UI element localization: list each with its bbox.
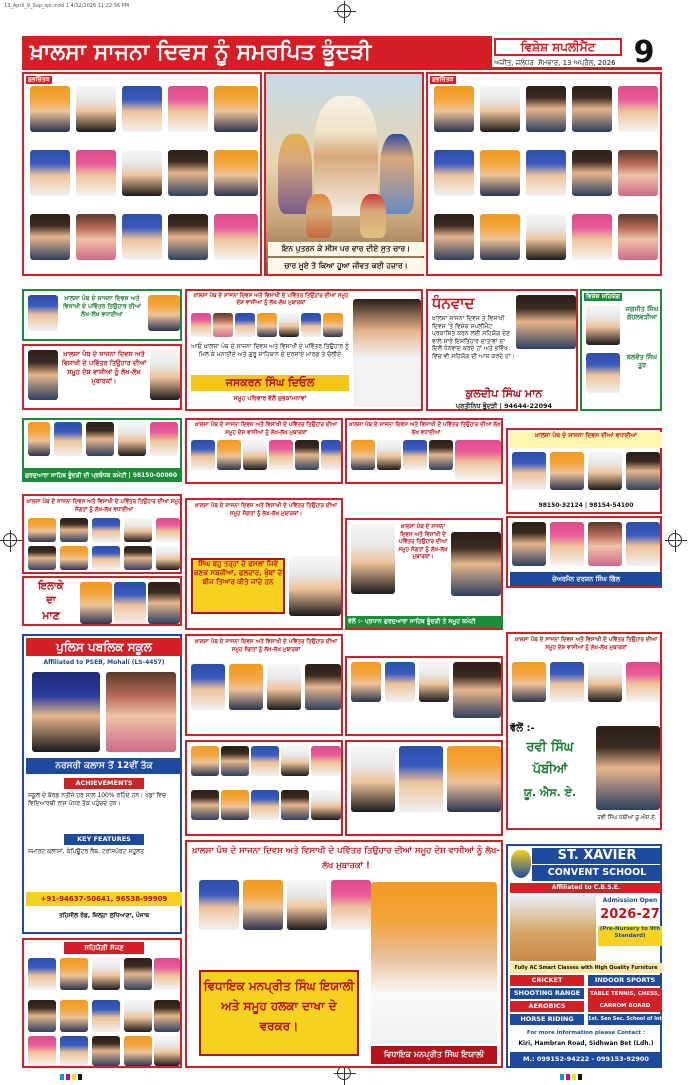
portrait	[311, 746, 341, 776]
row4-right-ad	[506, 516, 662, 588]
portrait	[526, 214, 566, 260]
portrait	[154, 1000, 180, 1032]
portrait	[626, 522, 660, 566]
portrait	[28, 1036, 56, 1066]
portrait	[191, 664, 225, 710]
thanks-phone: ਪ੍ਰਤੀਨਿਧ ਭੂੰਦੜੀ | 94644-22094	[455, 402, 553, 410]
row3-right-text: ਖ਼ਾਲਸਾ ਪੰਥ ਦੇ ਸਾਜਨਾ ਦਿਵਸ ਅਤੇ ਵਿਸਾਖੀ ਦੇ ਪਵਿੱਤਰ ਤਿਉਹਾਰ ਦੀਆਂ ਲੱਖ-ਲੱਖ ਵਧਾਈਆਂ	[349, 422, 503, 436]
masthead-date	[494, 57, 622, 69]
top-left-label: ਸ਼ੁਭਚਿੰਤਕ	[28, 76, 50, 83]
portrait	[269, 440, 293, 470]
portrait	[434, 214, 474, 260]
portrait	[122, 214, 162, 260]
portrait-ravi	[596, 726, 660, 810]
sahibzada-figure	[306, 194, 332, 238]
portrait	[92, 958, 120, 990]
portrait	[28, 958, 56, 990]
portrait	[114, 582, 146, 624]
portrait	[588, 662, 622, 702]
portrait	[480, 86, 520, 132]
ilake-da-maan-3: ਮਾਣ	[42, 609, 60, 622]
portrait	[572, 214, 612, 260]
xavier-affiliation: Affiliated to C.B.S.E.	[510, 883, 662, 893]
portrait	[168, 150, 208, 196]
xavier-range: (Pre-Nursery to 9th Standard)	[598, 926, 662, 946]
mla-workers-box: ਵਿਧਾਇਕ ਮਨਪ੍ਰੀਤ ਸਿੰਘ ਇਯਾਲੀ ਅਤੇ ਸਮੂਹ ਹਲਕਾ ਦਾਖਾ ਦੇ ਵਰਕਰ।	[199, 970, 359, 1056]
portrait	[191, 790, 219, 820]
portrait	[243, 880, 283, 930]
color-bar	[572, 1074, 576, 1080]
portrait-mla	[371, 882, 497, 1044]
row3-right-ad	[345, 418, 503, 484]
portrait	[214, 86, 258, 132]
portrait	[60, 1036, 88, 1066]
portrait	[586, 305, 620, 345]
portrait	[76, 214, 116, 260]
portrait	[60, 518, 88, 542]
portrait	[588, 522, 622, 566]
registration-mark-bottom	[337, 1066, 351, 1080]
portrait	[626, 452, 660, 490]
xavier-address: Kiri, Hambran Road, Sidhwan Bet (Ldh.)	[518, 1040, 654, 1047]
row3-far-right-text: ਖ਼ਾਲਸਾ ਪੰਥ ਦੇ ਸਾਜਨਾ ਦਿਵਸ ਦੀਆਂ ਵਧਾਈਆਂ	[510, 432, 662, 448]
portrait	[214, 150, 258, 196]
ravi-name-3: ਯੂ. ਐਸ. ਏ.	[523, 786, 577, 799]
sahyogi-label: ਸਹਿਯੋਗੀ ਸੱਜਣ	[64, 942, 144, 954]
row5-center-ad	[185, 634, 343, 736]
portrait-folded-hands	[353, 299, 421, 407]
special-support-label: ਵਿਸ਼ੇਸ਼ ਸਹਿਯੋਗ	[586, 293, 620, 300]
top-right-wishers	[426, 72, 662, 276]
row6-banner	[185, 840, 503, 1068]
left-ad-2	[22, 344, 182, 410]
features-label: KEY FEATURES	[64, 834, 144, 845]
left-ad-1	[22, 289, 182, 341]
facility-right-1: TABLE TENNIS, CHESS, CARROM BOARD	[588, 988, 662, 1012]
portrait	[122, 150, 162, 196]
portrait	[92, 518, 120, 542]
row4-left-ad	[22, 494, 182, 574]
portrait	[156, 546, 180, 570]
facility-right-0: INDOOR SPORTS	[588, 975, 662, 986]
portrait	[453, 662, 501, 718]
portrait	[118, 422, 146, 456]
portrait	[618, 150, 658, 196]
portrait	[323, 313, 343, 337]
ravi-wallon: ਵੱਲੋਂ :-	[510, 723, 535, 734]
portrait	[257, 313, 277, 337]
registration-mark-left	[3, 533, 17, 547]
color-bar	[72, 1074, 76, 1080]
center-ad-subtitle: ਸਮੂਹ ਪਰਿਵਾਰ ਵੱਲੋਂ ਸ਼ੁਭਕਾਮਨਾਵਾਂ	[233, 395, 307, 402]
ilake-da-maan-1: ਇਲਾਕੇ	[38, 581, 64, 592]
masthead-date-text: ਸੋਮਵਾਰ, 13 ਅਪ੍ਰੈਲ, 2026	[538, 59, 616, 67]
portrait	[351, 746, 395, 812]
portrait	[526, 150, 566, 196]
ravi-name-2: ਪੱਬੀਆਂ	[532, 762, 568, 777]
ravi-name-1: ਰਵੀ ਸਿੰਘ	[526, 740, 574, 755]
portrait	[30, 214, 70, 260]
portrait	[168, 86, 208, 132]
row5-lower-mid	[345, 740, 503, 836]
row3-far-right-ad	[506, 428, 662, 514]
left-ad-1-text: ਖ਼ਾਲਸਾ ਪੰਥ ਦੇ ਸਾਜਨਾ ਦਿਵਸ ਅਤੇ ਵਿਸਾਖੀ ਦੇ ਪਵਿੱਤਰ ਤਿਉਹਾਰ ਦੀਆਂ ਲੱਖ-ਲੱਖ ਵਧਾਈਆਂ	[62, 295, 141, 318]
school-achievements: ਸਕੂਲ ਦੇ ਬੋਰਡ ਨਤੀਜੇ ਹਰ ਸਾਲ 100% ਰਹਿੰਦੇ ਹਨ। ਖੇਡਾਂ ਵਿਚ ਵਿਦਿਆਰਥੀ ਰਾਜ ਪੱਧਰ ਤੱਕ ਪਹੁੰਚਦੇ ਹਨ।	[28, 792, 167, 807]
school-features: ਸਮਾਰਟ ਕਲਾਸਾਂ, ਕੰਪਿਊਟਰ ਲੈਬ, ਟਰਾਂਸਪੋਰਟ ਸਹੂਲਤ	[28, 848, 145, 855]
top-right-label: ਸ਼ੁਭਚਿੰਤਕ	[432, 76, 454, 83]
hero-illustration	[264, 72, 424, 276]
row4-center-ad	[185, 498, 343, 630]
school-building-image	[510, 895, 596, 961]
portrait	[150, 422, 178, 456]
supplement-label: ਵਿਸ਼ੇਸ਼ ਸਪਲੀਮੈਂਟ	[494, 38, 622, 56]
xavier-name-2: CONVENT SCHOOL	[532, 865, 662, 881]
school-classes: ਨਰਸਰੀ ਕਲਾਸ ਤੋਂ 12ਵੀਂ ਤੱਕ	[26, 758, 182, 774]
row4-right-name: ਚੇਅਰਮੈਨ ਦਰਸ਼ਨ ਸਿੰਘ ਗਿੱਲ	[510, 572, 662, 586]
portrait	[54, 422, 82, 456]
ravi-ad	[506, 632, 662, 830]
ravi-caption: ਰਵੀ ਸਿੰਘ ਪੱਬੀਆਂ ਯੂ.ਐਸ.ਏ.	[597, 815, 657, 821]
school-address: ਤਹਿਸੀਲ ਰੋਡ, ਜ਼ਿਲ੍ਹਾ ਲੁਧਿਆਣਾ, ਪੰਜਾਬ	[58, 912, 150, 919]
portrait	[281, 790, 309, 820]
portrait	[221, 746, 249, 776]
portrait	[550, 452, 584, 490]
portrait	[213, 313, 233, 337]
row4-mid-right-ad	[345, 518, 503, 630]
sahyogi-box	[22, 938, 182, 1068]
sahibzada-figure	[360, 194, 386, 238]
portrait	[86, 422, 114, 456]
portrait	[199, 880, 239, 930]
portrait	[154, 958, 180, 990]
masthead-city: ਅਜੀਤ, ਜਲੰਧਰ	[494, 59, 534, 67]
portrait	[28, 295, 58, 331]
portrait	[586, 353, 620, 393]
portrait	[60, 958, 88, 990]
portrait	[92, 1036, 120, 1066]
portrait	[512, 662, 546, 702]
thanks-box	[426, 289, 578, 411]
portrait	[221, 790, 249, 820]
portrait	[168, 214, 208, 260]
portrait	[28, 518, 56, 542]
portrait	[572, 150, 612, 196]
portrait	[191, 440, 215, 470]
xavier-crest-icon	[511, 850, 531, 878]
portrait	[289, 556, 341, 616]
portrait	[80, 582, 112, 624]
masthead-title: ਖ਼ਾਲਸਾ ਸਾਜਨਾ ਦਿਵਸ ਨੂੰ ਸਮਰਪਿਤ ਭੂੰਦੜੀ	[22, 36, 492, 70]
portrait	[618, 214, 658, 260]
hero-verse-line2: ਚਾਰ ਮੂਏ ਤੋ ਕਿਆ ਹੂਆ ਜੀਵਤ ਕਈ ਹਜ਼ਾਰ।	[268, 258, 424, 274]
portrait	[618, 86, 658, 132]
portrait	[106, 672, 176, 752]
portrait	[451, 532, 501, 596]
portrait	[305, 664, 341, 710]
portrait	[434, 150, 474, 196]
portrait	[92, 546, 120, 570]
portrait	[76, 86, 116, 132]
portrait	[267, 664, 301, 710]
portrait	[377, 440, 401, 470]
portrait	[455, 440, 501, 480]
color-bar	[66, 1074, 70, 1080]
portrait	[279, 313, 299, 337]
color-bar	[560, 1074, 564, 1080]
portrait	[281, 746, 309, 776]
center-ad-name: ਜਸਕਰਨ ਸਿੰਘ ਦਿਓਲ	[191, 375, 349, 391]
row4-yellow-box: ਸਿੰਘ ਬਹੁ ਤਰ੍ਹਾਂ ਦੇ ਫਸਲਾਂ ਜਿਵੇਂ ਕਣਕ ਸਬਜ਼ੀਆਂ, ਫਲਦਾਰ, ਖੁੰਬਾਂ ਦੇ ਬੀਜ ਤਿਆਰ ਕੀਤੇ ਜਾਂਦੇ ਹਨ	[191, 558, 285, 614]
school-name: ਪੁਲਿਸ ਪਬਲਿਕ ਸਕੂਲ	[26, 638, 182, 656]
row4-bottom-strip: ਵੱਲੋਂ :- ਪ੍ਰਧਾਨ ਗੁਰਦੁਆਰਾ ਸਾਹਿਬ ਭੂੰਦੜੀ ਤੇ ਸਮੂਹ ਕਮੇਟੀ	[345, 616, 503, 628]
row3-center-text: ਖ਼ਾਲਸਾ ਪੰਥ ਦੇ ਸਾਜਨਾ ਦਿਵਸ ਅਤੇ ਵਿਸਾਖੀ ਦੇ ਪਵਿੱਤਰ ਤਿਉਹਾਰ ਦੀਆਂ ਸਮੂਹ ਦੇਸ਼ ਵਾਸੀਆਂ ਨੂੰ ਲੱਖ-ਲੱਖ ਮੁਬਾਰਕਾਂ	[194, 422, 338, 436]
portrait	[251, 746, 279, 776]
mla-name: ਵਿਧਾਇਕ ਮਨਪ੍ਰੀਤ ਸਿੰਘ ਇਯਾਲੀ	[371, 1046, 497, 1064]
xavier-box	[506, 844, 691, 1068]
portrait	[154, 1036, 180, 1066]
xavier-smart: Fully AC Smart Classes with High Quality Furniture	[510, 963, 662, 973]
portrait	[516, 295, 576, 349]
xavier-contact-label: For more information please Contact :	[526, 1030, 646, 1036]
row5-lower-center	[185, 740, 343, 836]
portrait	[28, 422, 50, 456]
portrait	[60, 546, 88, 570]
page-number: 9	[633, 35, 655, 70]
facility-left-2: AEROBICS	[510, 1001, 584, 1012]
row5-mid-ad	[345, 656, 503, 736]
portrait	[243, 440, 267, 470]
portrait	[150, 350, 180, 400]
portrait	[351, 440, 375, 470]
portrait	[32, 672, 100, 752]
portrait	[480, 214, 520, 260]
portrait	[419, 662, 449, 702]
portrait	[399, 746, 443, 812]
ravi-ad-text: ਖ਼ਾਲਸਾ ਪੰਥ ਦੇ ਸਾਜਨਾ ਦਿਵਸ ਅਤੇ ਵਿਸਾਖੀ ਦੇ ਪਵਿੱਤਰ ਤਿਉਹਾਰ ਦੀਆਂ ਸਮੂਹ ਦੇਸ਼ ਵਾਸੀਆਂ ਨੂੰ ਲੱਖ-ਲੱਖ ਮੁਬਾਰਕਾਂ	[514, 637, 658, 651]
portrait	[28, 546, 56, 570]
portrait	[214, 214, 258, 260]
special-name-2: ਬਲਵੰਤ ਸਿੰਘ ਤੂਰ	[626, 353, 658, 369]
portrait	[403, 440, 427, 470]
row4-center-text: ਖ਼ਾਲਸਾ ਪੰਥ ਦੇ ਸਾਜਨਾ ਦਿਵਸ ਅਤੇ ਵਿਸਾਖੀ ਦੇ ਪਵਿੱਤਰ ਤਿਉਹਾਰ ਦੀਆਂ ਸਮੂਹ ਸੰਗਤਾਂ ਨੂੰ ਲੱਖ-ਲੱਖ ਮੁਬਾਰਕਾਂ।	[194, 503, 338, 517]
thanks-name: ਕੁਲਦੀਪ ਸਿੰਘ ਮਾਨ	[465, 387, 543, 400]
portrait	[191, 313, 211, 337]
portrait	[526, 86, 566, 132]
left-ad-2-text: ਖ਼ਾਲਸਾ ਪੰਥ ਦੇ ਸਾਜਨਾ ਦਿਵਸ ਅਤੇ ਵਿਸਾਖੀ ਦੇ ਪਵਿੱਤਰ ਤਿਉਹਾਰ ਦੀਆਂ ਸਮੂਹ ਦੇਸ਼ ਵਾਸੀਆਂ ਨੂੰ ਲੱਖ-ਲੱਖ ਮੁਬਾਰਕਾਂ।	[61, 350, 147, 385]
color-bar	[578, 1074, 582, 1080]
row6-banner-text: ਖ਼ਾਲਸਾ ਪੰਥ ਦੇ ਸਾਜਨਾ ਦਿਵਸ ਅਤੇ ਵਿਸਾਖੀ ਦੇ ਪਵਿੱਤਰ ਤਿਉਹਾਰ ਦੀਆਂ ਸਮੂਹ ਦੇਸ਼ ਵਾਸੀਆਂ ਨੂੰ ਲੱਖ-ਲੱਖ ਮੁਬਾਰਕਾਂ !	[192, 846, 500, 871]
portrait	[321, 440, 341, 470]
portrait	[550, 522, 584, 566]
top-left-wishers	[22, 72, 262, 276]
portrait	[351, 662, 381, 702]
facility-left-0: CRICKET	[510, 975, 584, 986]
portrait	[191, 746, 219, 776]
row4-mid-right-text: ਖ਼ਾਲਸਾ ਪੰਥ ਦੇ ਸਾਜਨਾ ਦਿਵਸ ਅਤੇ ਵਿਸਾਖੀ ਦੇ ਪਵਿੱਤਰ ਤਿਉਹਾਰ ਦੀਆਂ ਸਮੂਹ ਸੰਗਤਾਂ ਨੂੰ ਲੱਖ-ਲੱਖ ਮੁਬਾਰਕਾਂ।	[398, 524, 448, 560]
hero-verse-line1: ਇਨ ਪੁਤਰਨ ਕੇ ਸੀਸ ਪਰ ਵਾਰ ਦੀਏ ਸੁਤ ਚਾਰ।	[268, 242, 424, 256]
portrait	[434, 86, 474, 132]
portrait	[447, 746, 501, 812]
portrait	[30, 86, 70, 132]
portrait	[301, 313, 321, 337]
registration-mark-top	[337, 4, 351, 18]
center-ad-top-text: ਖ਼ਾਲਸਾ ਪੰਥ ਦੇ ਸਾਜਨਾ ਦਿਵਸ ਅਤੇ ਵਿਸਾਖੀ ਦੇ ਪਵਿੱਤਰ ਤਿਉਹਾਰ ਦੀਆਂ ਸਮੂਹ ਦੇਸ਼ ਵਾਸੀਆਂ ਨੂੰ ਲੱਖ-ਲੱਖ ਮੁਬਾਰਕਾਂ	[193, 293, 349, 306]
ilake-da-maan-2: ਦਾ	[46, 595, 56, 606]
registration-mark-right	[668, 533, 682, 547]
center-ad-deol	[185, 289, 423, 411]
facility-right-2: 1st. Sen Sec. School of Intl Standard	[588, 1014, 662, 1025]
row4-left-ad-lower	[22, 576, 182, 626]
portrait	[124, 546, 152, 570]
school-phone: +91-94637-50641, 96538-99909	[26, 892, 182, 906]
xavier-name-1: ST. XAVIER	[532, 848, 662, 864]
row5-center-text: ਖ਼ਾਲਸਾ ਪੰਥ ਦੇ ਸਾਜਨਾ ਦਿਵਸ ਅਤੇ ਵਿਸਾਖੀ ਦੇ ਪਵਿੱਤਰ ਤਿਉਹਾਰ ਦੀਆਂ ਸਮੂਹ ਸੰਗਤਾਂ ਨੂੰ ਲੱਖ-ਲੱਖ ਮੁਬਾਰਕਾਂ	[194, 639, 338, 653]
portrait	[512, 452, 546, 490]
facility-left-1: SHOOTING RANGE	[510, 988, 584, 999]
row3-phone: 98150-32124 | 98154-54100	[538, 502, 634, 509]
row4-left-text: ਖ਼ਾਲਸਾ ਪੰਥ ਦੇ ਸਾਜਨਾ ਦਿਵਸ ਅਤੇ ਵਿਸਾਖੀ ਦੇ ਪਵਿੱਤਰ ਤਿਉਹਾਰ ਦੀਆਂ ਸਮੂਹ ਸੰਗਤਾਂ ਨੂੰ ਲੱਖ-ਲੱਖ ਵਧਾਈਆਂ	[26, 499, 182, 513]
printer-slug: 13_April_9_Sup_spl.indd 1 4/12/2026 11:22:56 PM	[4, 3, 130, 9]
achievements-label: ACHIEVEMENTS	[64, 778, 144, 789]
portrait	[235, 313, 255, 337]
portrait	[76, 150, 116, 196]
portrait	[588, 452, 622, 490]
portrait	[385, 662, 415, 702]
portrait	[572, 86, 612, 132]
portrait	[122, 86, 162, 132]
portrait	[148, 295, 180, 331]
school-affiliation: Affiliated to PSEB, Mohali (LS-4457)	[43, 659, 165, 666]
color-bar	[78, 1074, 82, 1080]
row3-left-strip: ਗੁਰਦੁਆਰਾ ਸਾਹਿਬ ਭੂੰਦੜੀ ਦੀ ਪ੍ਰਬੰਧਕ ਕਮੇਟੀ | 98150-00000	[22, 470, 182, 482]
school-box	[22, 634, 182, 934]
portrait	[429, 440, 453, 470]
color-bar	[60, 1074, 64, 1080]
xavier-admission: Admission Open	[602, 897, 658, 904]
portrait	[287, 880, 327, 930]
thanks-title: ਧੰਨਵਾਦ	[432, 294, 475, 312]
special-name-1: ਜਗਜੀਤ ਸਿੰਘ ਗੋਹਲਵੜੀਆ	[625, 305, 659, 321]
portrait	[124, 1036, 152, 1066]
special-support-box	[580, 289, 662, 411]
color-bar	[566, 1074, 570, 1080]
portrait	[124, 1000, 152, 1032]
portrait	[512, 522, 546, 566]
portrait	[251, 790, 279, 820]
facility-left-3: HORSE RIDING	[510, 1014, 584, 1025]
portrait	[331, 880, 371, 930]
portrait	[295, 440, 319, 470]
xavier-phone: M.: 099152-94222 - 099153-92900	[510, 1052, 662, 1066]
center-ad-body: ਆਓ ਖ਼ਾਲਸਾ ਪੰਥ ਦੇ ਸਾਜਨਾ ਦਿਵਸ ਅਤੇ ਵਿਸਾਖੀ ਦੇ ਪਵਿੱਤਰ ਤਿਉਹਾਰ ਨੂੰ ਮਿਲ ਕੇ ਮਨਾਈਏ ਅਤੇ ਗੁਰੂ ਸਾਹਿਬਾਨ ਦੇ ਦਰਸਾਏ ਮਾਰਗ ਤੇ ਚੱਲੀਏ	[191, 343, 349, 358]
portrait	[626, 662, 660, 702]
thanks-body: ਖ਼ਾਲਸਾ ਸਾਜਨਾ ਦਿਵਸ ਤੇ ਵਿਸਾਖੀ ਦਿਵਸ 'ਤੇ ਵਿਸ਼ੇਸ਼ ਸਪਲੀਮੈਂਟ ਪ੍ਰਕਾਸ਼ਿਤ ਕਰਨ ਲਈ ਸਹਿਯੋਗ ਦੇਣ ਵਾਲੇ ਸਾਰੇ ਇਸ਼ਤਿਹਾਰ ਦਾਤਾਵਾਂ ਦਾ ਦਿਲੋਂ ਧੰਨਵਾਦ ਕਰਦੇ ਹਾਂ ਅਤੇ ਭਵਿੱਖ ਵਿਚ ਵੀ ਸਹਿਯੋਗ ਦੀ ਆਸ ਕਰਦੇ ਹਾਂ।	[432, 315, 515, 360]
row3-left-ad	[22, 418, 182, 470]
portrait	[30, 150, 70, 196]
portrait	[480, 150, 520, 196]
portrait	[28, 350, 58, 400]
portrait	[148, 582, 180, 624]
masthead	[22, 36, 662, 70]
portrait	[351, 524, 395, 594]
portrait	[124, 518, 152, 542]
row3-center-ad	[185, 418, 343, 484]
sahibzada-figure	[380, 134, 414, 214]
portrait	[124, 958, 152, 990]
portrait	[28, 1000, 56, 1032]
portrait	[229, 664, 263, 710]
portrait	[156, 518, 180, 542]
xavier-session: 2026-27	[600, 907, 660, 922]
portrait	[217, 440, 241, 470]
portrait	[311, 790, 341, 820]
portrait	[92, 1000, 120, 1032]
portrait	[60, 1000, 88, 1032]
portrait	[550, 662, 584, 702]
